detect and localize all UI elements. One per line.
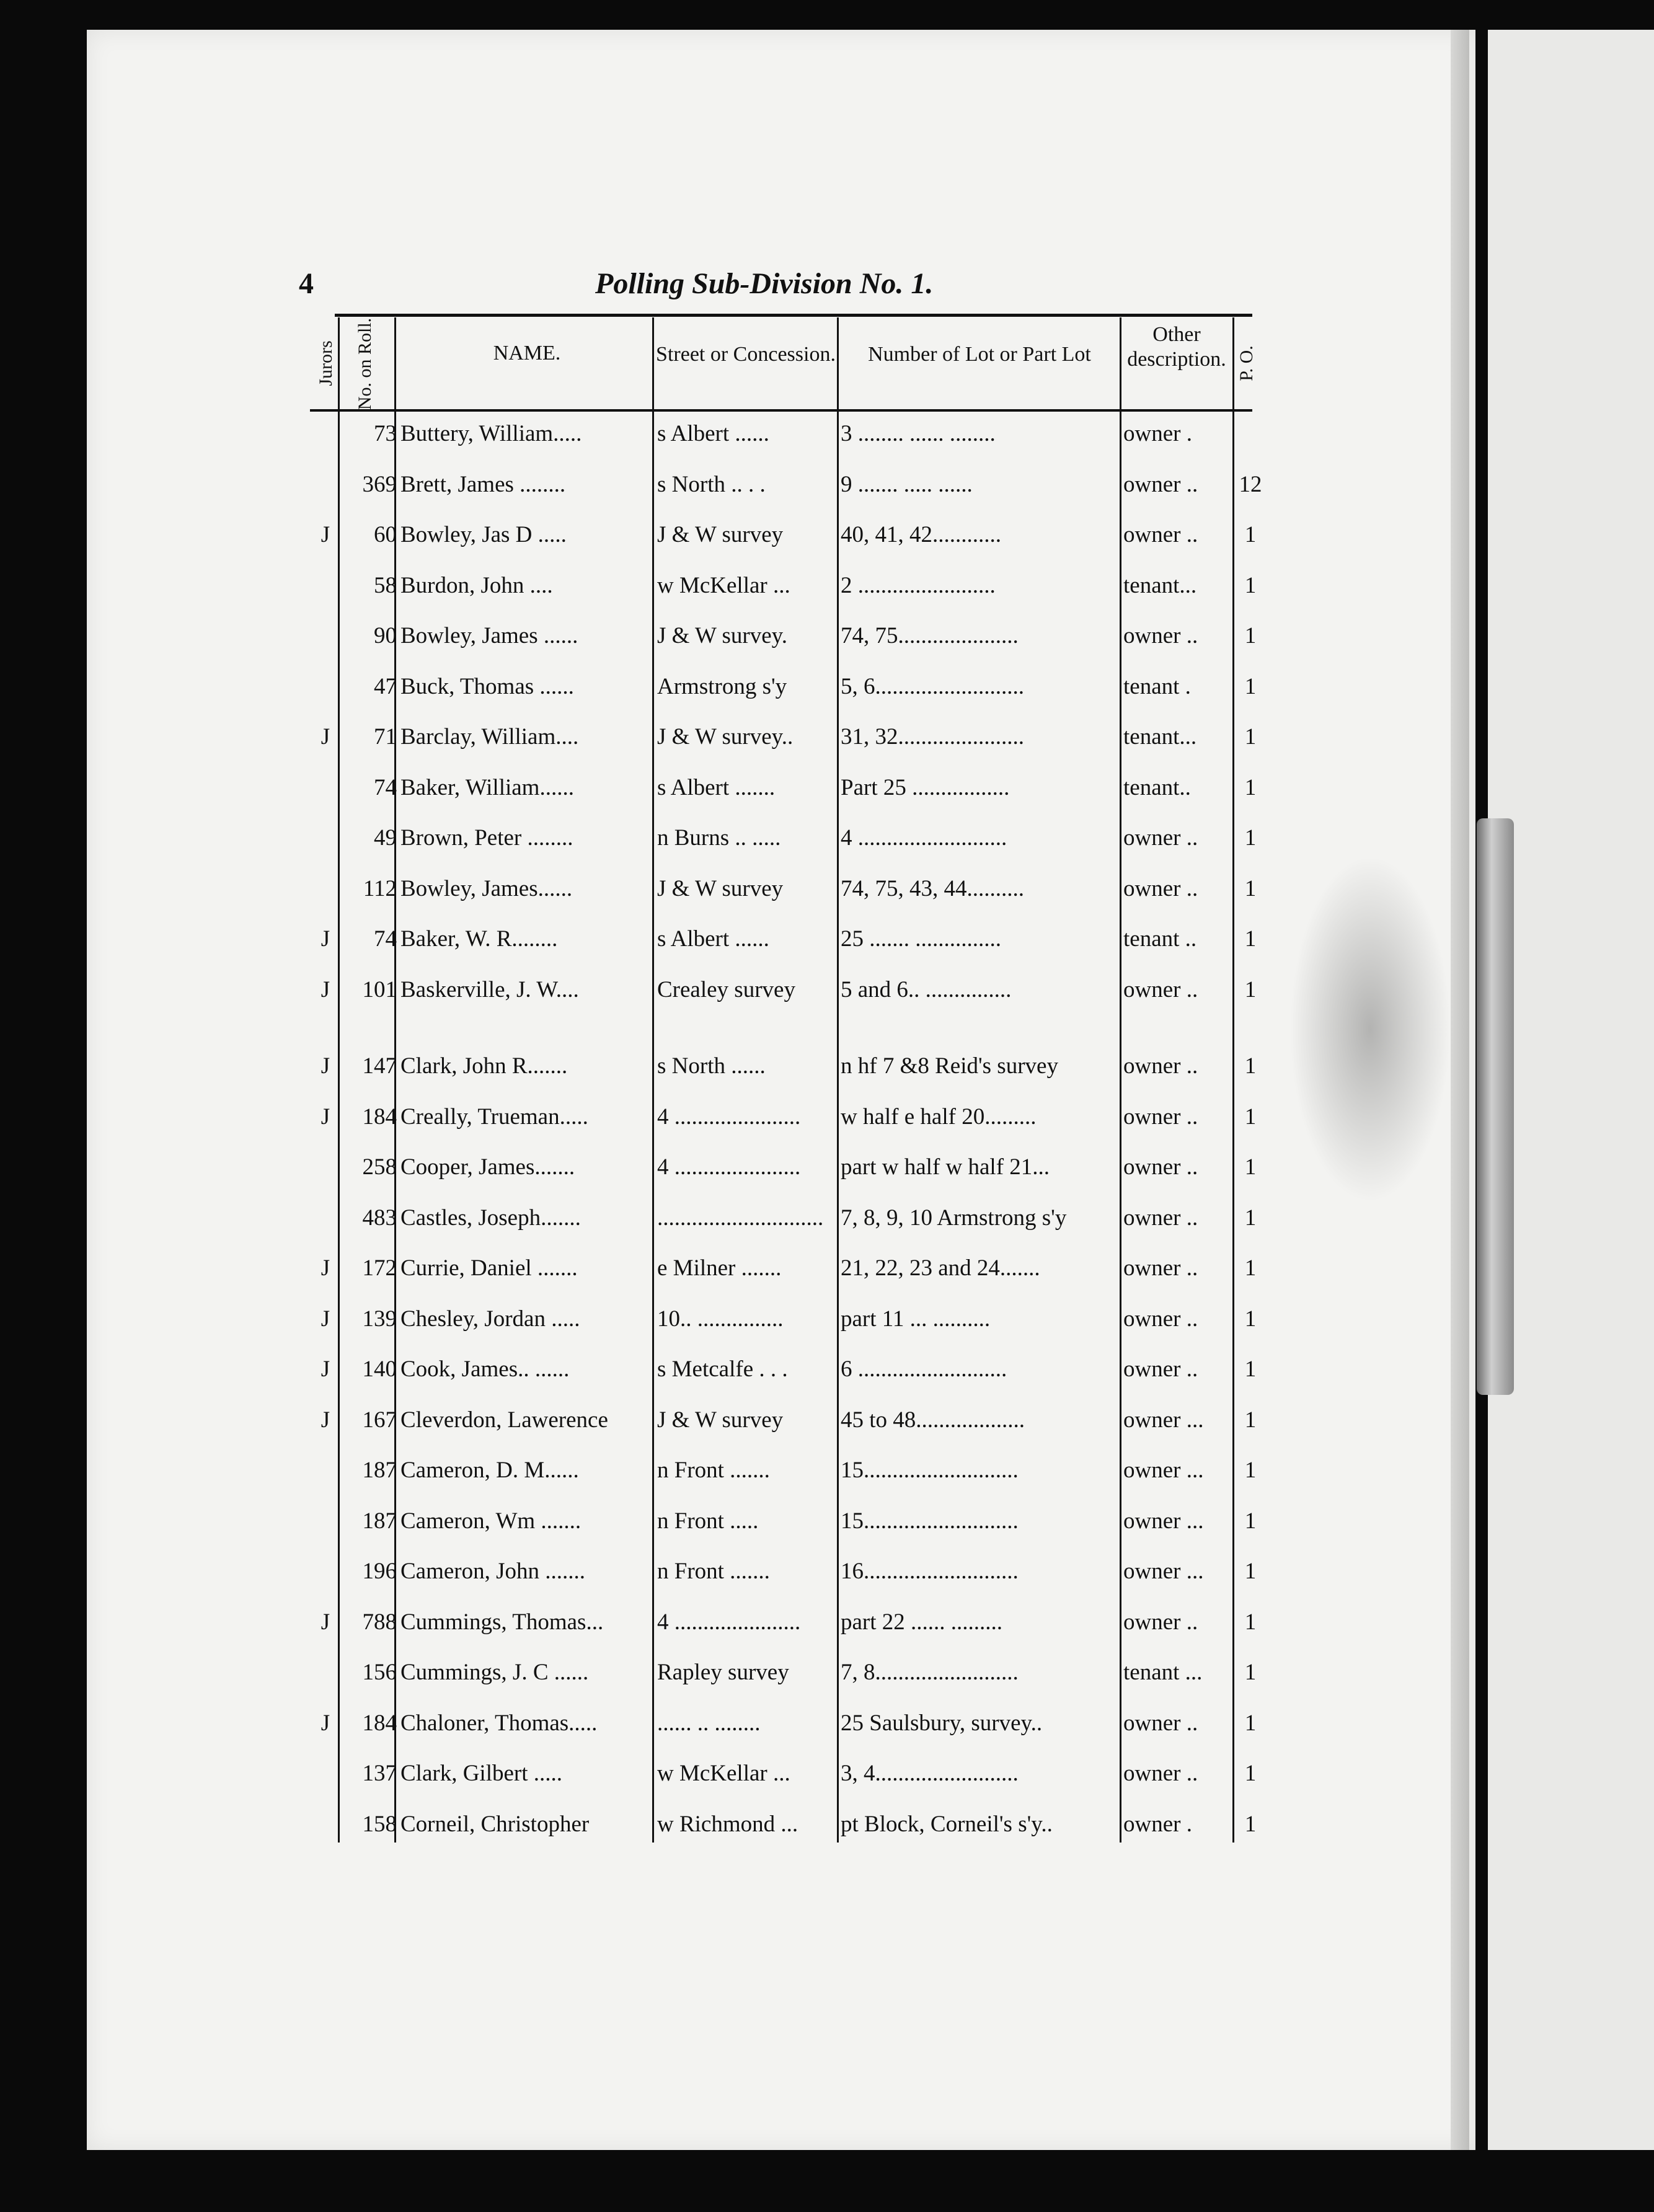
post-office: 1	[1244, 1356, 1257, 1382]
table-row	[0, 1598, 1302, 1647]
description: tenant...	[1123, 572, 1197, 598]
lot-number: 4 ..........................	[841, 825, 1007, 851]
juror-mark: J	[321, 976, 330, 1002]
street-or-concession: 4 ......................	[657, 1609, 801, 1635]
voter-name: Baker, W. R........	[400, 926, 558, 952]
juror-mark: J	[321, 1255, 330, 1281]
juror-mark: J	[321, 1104, 330, 1130]
roll-number: 147	[362, 1053, 397, 1079]
table-row	[0, 1143, 1302, 1192]
table-row	[0, 510, 1302, 560]
voter-name: Cook, James.. ......	[400, 1356, 570, 1382]
description: owner ..	[1123, 471, 1198, 497]
roll-number: 74	[374, 774, 397, 800]
roll-number: 184	[362, 1710, 397, 1736]
post-office: 1	[1244, 1104, 1257, 1130]
roll-number: 167	[362, 1407, 397, 1433]
voter-name: Buttery, William.....	[400, 421, 582, 446]
post-office: 1	[1244, 623, 1257, 648]
table-row	[0, 1699, 1302, 1748]
table-row	[0, 1294, 1302, 1344]
roll-number: 47	[374, 673, 397, 699]
post-office: 1	[1244, 1053, 1257, 1079]
street-or-concession: s North ......	[657, 1053, 766, 1079]
post-office: 1	[1244, 1761, 1257, 1786]
post-office: 1	[1244, 1559, 1257, 1584]
lot-number: 9 ....... ..... ......	[841, 471, 973, 497]
roll-number: 158	[362, 1811, 397, 1837]
header-roll: No. on Roll.	[355, 317, 375, 410]
table-row	[0, 409, 1302, 459]
post-office: 1	[1244, 875, 1257, 901]
voter-name: Cameron, John .......	[400, 1559, 586, 1584]
table-row	[0, 712, 1302, 762]
street-or-concession: Crealey survey	[657, 976, 795, 1002]
lot-number: Part 25 .................	[841, 774, 1010, 800]
post-office: 1	[1244, 673, 1257, 699]
header-street: Street or Concession.	[656, 343, 836, 366]
table-row	[0, 1446, 1302, 1495]
lot-number: 5, 6..........................	[841, 673, 1024, 699]
street-or-concession: J & W survey	[657, 875, 784, 901]
juror-mark: J	[321, 1609, 330, 1635]
description: tenant ..	[1123, 926, 1197, 952]
table-row	[0, 460, 1302, 510]
description: owner ..	[1123, 976, 1198, 1002]
voter-name: Chaloner, Thomas.....	[400, 1710, 598, 1736]
post-office: 1	[1244, 1660, 1257, 1685]
lot-number: 31, 32......................	[841, 724, 1024, 750]
lot-number: 7, 8, 9, 10 Armstrong s'y	[841, 1205, 1067, 1231]
table-row	[0, 1193, 1302, 1243]
roll-number: 60	[374, 522, 397, 547]
street-or-concession: J & W survey..	[657, 724, 794, 750]
street-or-concession: e Milner .......	[657, 1255, 782, 1281]
roll-number: 137	[362, 1761, 397, 1786]
lot-number: 16...........................	[841, 1559, 1019, 1584]
street-or-concession: w McKellar ...	[657, 1761, 790, 1786]
juror-mark: J	[321, 1710, 330, 1736]
header-other: Other description.	[1127, 323, 1226, 371]
voter-name: Cummings, J. C ......	[400, 1660, 589, 1685]
voter-name: Bowley, Jas D .....	[400, 522, 567, 547]
table-row	[0, 1800, 1302, 1849]
lot-number: 5 and 6.. ...............	[841, 976, 1012, 1002]
lot-number: 2 ........................	[841, 572, 996, 598]
description: owner ..	[1123, 522, 1198, 547]
voter-name: Baker, William......	[400, 774, 574, 800]
street-or-concession: s Albert ......	[657, 421, 769, 446]
table-row	[0, 561, 1302, 611]
roll-number: 73	[374, 421, 397, 446]
lot-number: 6 ..........................	[841, 1356, 1007, 1382]
roll-number: 196	[362, 1559, 397, 1584]
voter-name: Baskerville, J. W....	[400, 976, 579, 1002]
table-row	[0, 1092, 1302, 1142]
description: owner ...	[1123, 1458, 1204, 1483]
street-or-concession: s Albert ......	[657, 926, 769, 952]
voter-name: Cleverdon, Lawerence	[400, 1407, 608, 1433]
table-row	[0, 864, 1302, 914]
lot-number: 7, 8.........................	[841, 1660, 1019, 1685]
description: owner ..	[1123, 1356, 1198, 1382]
lot-number: 40, 41, 42............	[841, 522, 1001, 547]
juror-mark: J	[321, 1356, 330, 1382]
table-row	[0, 662, 1302, 712]
street-or-concession: w McKellar ...	[657, 572, 790, 598]
post-office: 12	[1239, 471, 1262, 497]
lot-number: w half e half 20.........	[841, 1104, 1037, 1130]
description: owner ..	[1123, 875, 1198, 901]
post-office: 1	[1244, 926, 1257, 952]
post-office: 1	[1244, 724, 1257, 750]
street-or-concession: s Albert .......	[657, 774, 776, 800]
voter-name: Buck, Thomas ......	[400, 673, 574, 699]
description: owner ..	[1123, 1205, 1198, 1231]
street-or-concession: n Front .......	[657, 1458, 770, 1483]
voter-name: Burdon, John ....	[400, 572, 553, 598]
table-row	[0, 763, 1302, 813]
lot-number: 74, 75, 43, 44..........	[841, 875, 1024, 901]
juror-mark: J	[321, 1306, 330, 1332]
table-row	[0, 914, 1302, 964]
street-or-concession: w Richmond ...	[657, 1811, 798, 1837]
roll-number: 187	[362, 1458, 397, 1483]
table-row	[0, 965, 1302, 1015]
lot-number: pt Block, Corneil's s'y..	[841, 1811, 1053, 1837]
lot-number: 25 Saulsbury, survey..	[841, 1710, 1043, 1736]
roll-number: 483	[362, 1205, 397, 1231]
description: owner ..	[1123, 1761, 1198, 1786]
street-or-concession: 4 ......................	[657, 1154, 801, 1180]
table-row	[0, 1497, 1302, 1546]
voter-name: Cameron, D. M......	[400, 1458, 579, 1483]
table-row	[0, 1244, 1302, 1293]
post-office: 1	[1244, 1154, 1257, 1180]
lot-number: 3 ........ ...... ........	[841, 421, 996, 446]
voter-name: Brown, Peter ........	[400, 825, 573, 851]
voter-name: Clark, Gilbert .....	[400, 1761, 563, 1786]
description: owner .	[1123, 1811, 1192, 1837]
description: owner ..	[1123, 1609, 1198, 1635]
description: owner ..	[1123, 1710, 1198, 1736]
voter-name: Cummings, Thomas...	[400, 1609, 604, 1635]
post-office: 1	[1244, 1205, 1257, 1231]
description: tenant ...	[1123, 1660, 1203, 1685]
binding-clip	[1477, 818, 1514, 1395]
description: tenant..	[1123, 774, 1191, 800]
description: owner ...	[1123, 1508, 1204, 1534]
roll-number: 184	[362, 1104, 397, 1130]
street-or-concession: n Front .......	[657, 1559, 770, 1584]
post-office: 1	[1244, 1407, 1257, 1433]
description: tenant .	[1123, 673, 1191, 699]
description: owner ..	[1123, 1255, 1198, 1281]
juror-mark: J	[321, 926, 330, 952]
description: owner ..	[1123, 1053, 1198, 1079]
juror-mark: J	[321, 724, 330, 750]
street-or-concession: 10.. ...............	[657, 1306, 784, 1332]
voter-name: Cooper, James.......	[400, 1154, 575, 1180]
street-or-concession: Armstrong s'y	[657, 673, 787, 699]
description: owner ..	[1123, 1104, 1198, 1130]
table-row	[0, 1648, 1302, 1697]
header-lot: Number of Lot or Part Lot	[868, 343, 1091, 366]
description: owner ...	[1123, 1559, 1204, 1584]
street-or-concession: 4 ......................	[657, 1104, 801, 1130]
voter-name: Cameron, Wm .......	[400, 1508, 582, 1534]
street-or-concession: J & W survey	[657, 522, 784, 547]
voter-name: Brett, James ........	[400, 471, 566, 497]
voter-name: Bowley, James ......	[400, 623, 578, 648]
lot-number: n hf 7 &8 Reid's survey	[841, 1053, 1058, 1079]
header-po: P. O.	[1236, 345, 1257, 381]
post-office: 1	[1244, 1255, 1257, 1281]
roll-number: 258	[362, 1154, 397, 1180]
lot-number: 74, 75.....................	[841, 623, 1019, 648]
page-title: Polling Sub-Division No. 1.	[595, 267, 934, 300]
juror-mark: J	[321, 522, 330, 547]
roll-number: 71	[374, 724, 397, 750]
voter-name: Chesley, Jordan .....	[400, 1306, 580, 1332]
roll-number: 139	[362, 1306, 397, 1332]
street-or-concession: J & W survey	[657, 1407, 784, 1433]
roll-number: 788	[362, 1609, 397, 1635]
voter-name: Barclay, William....	[400, 724, 579, 750]
description: owner ..	[1123, 1154, 1198, 1180]
table-row	[0, 1749, 1302, 1798]
lot-number: part 22 ...... .........	[841, 1609, 1003, 1635]
table-row	[0, 1396, 1302, 1445]
post-office: 1	[1244, 1458, 1257, 1483]
street-or-concession: Rapley survey	[657, 1660, 789, 1685]
street-or-concession: s North .. . .	[657, 471, 766, 497]
header-name: NAME.	[493, 342, 561, 365]
roll-number: 187	[362, 1508, 397, 1534]
roll-number: 49	[374, 825, 397, 851]
lot-number: 3, 4.........................	[841, 1761, 1019, 1786]
post-office: 1	[1244, 522, 1257, 547]
roll-number: 101	[362, 976, 397, 1002]
top-rule	[335, 314, 1252, 317]
voter-name: Creally, Trueman.....	[400, 1104, 588, 1130]
roll-number: 369	[362, 471, 397, 497]
page-edge	[1451, 30, 1469, 2150]
roll-number: 140	[362, 1356, 397, 1382]
lot-number: part w half w half 21...	[841, 1154, 1050, 1180]
lot-number: 25 ....... ...............	[841, 926, 1001, 952]
voter-name: Castles, Joseph.......	[400, 1205, 581, 1231]
lot-number: 15...........................	[841, 1458, 1019, 1483]
table-row	[0, 1042, 1302, 1091]
description: owner ..	[1123, 1306, 1198, 1332]
page-number: 4	[299, 267, 314, 300]
post-office: 1	[1244, 774, 1257, 800]
street-or-concession: n Front .....	[657, 1508, 759, 1534]
description: owner ..	[1123, 825, 1198, 851]
juror-mark: J	[321, 1053, 330, 1079]
table-row	[0, 1345, 1302, 1394]
post-office: 1	[1244, 1306, 1257, 1332]
table-row	[0, 813, 1302, 863]
roll-number: 74	[374, 926, 397, 952]
description: tenant...	[1123, 724, 1197, 750]
roll-number: 172	[362, 1255, 397, 1281]
description: owner .	[1123, 421, 1192, 446]
juror-mark: J	[321, 1407, 330, 1433]
post-office: 1	[1244, 1811, 1257, 1837]
street-or-concession: s Metcalfe . . .	[657, 1356, 788, 1382]
street-or-concession: .............................	[657, 1205, 824, 1231]
street-or-concession: J & W survey.	[657, 623, 788, 648]
lot-number: 45 to 48...................	[841, 1407, 1025, 1433]
roll-number: 156	[362, 1660, 397, 1685]
roll-number: 112	[363, 875, 397, 901]
post-office: 1	[1244, 1710, 1257, 1736]
lot-number: 15...........................	[841, 1508, 1019, 1534]
street-or-concession: n Burns .. .....	[657, 825, 781, 851]
ink-smudge	[1289, 856, 1451, 1203]
voter-name: Clark, John R.......	[400, 1053, 568, 1079]
voter-name: Corneil, Christopher	[400, 1811, 590, 1837]
table-row	[0, 611, 1302, 661]
lot-number: 21, 22, 23 and 24.......	[841, 1255, 1040, 1281]
street-or-concession: ...... .. ........	[657, 1710, 761, 1736]
post-office: 1	[1244, 1609, 1257, 1635]
voter-name: Bowley, James......	[400, 875, 573, 901]
roll-number: 90	[374, 623, 397, 648]
description: owner ...	[1123, 1407, 1204, 1433]
post-office: 1	[1244, 1508, 1257, 1534]
post-office: 1	[1244, 976, 1257, 1002]
table-row	[0, 1547, 1302, 1596]
lot-number: part 11 ... ..........	[841, 1306, 991, 1332]
description: owner ..	[1123, 623, 1198, 648]
voter-name: Currie, Daniel .......	[400, 1255, 578, 1281]
post-office: 1	[1244, 572, 1257, 598]
roll-number: 58	[374, 572, 397, 598]
header-jurors: Jurors	[316, 340, 336, 386]
post-office: 1	[1244, 825, 1257, 851]
